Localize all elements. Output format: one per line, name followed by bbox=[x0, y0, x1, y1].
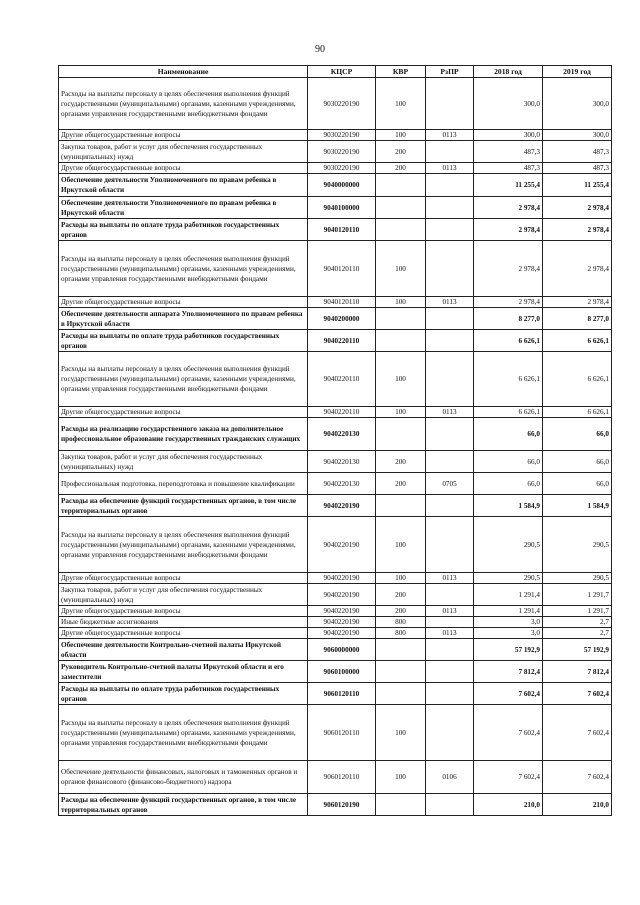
cell-2019: 11 255,4 bbox=[543, 174, 612, 197]
cell-rzpr: 0113 bbox=[426, 407, 474, 418]
cell-2019: 2 978,4 bbox=[543, 241, 612, 297]
cell-2019: 290,5 bbox=[543, 573, 612, 584]
table-row bbox=[59, 617, 612, 628]
cell-kcsr: 9040220190 bbox=[308, 606, 376, 617]
table-subtotal-row bbox=[59, 219, 612, 241]
cell-2018: 1 291,4 bbox=[474, 584, 543, 606]
header-kcsr: КЦСР bbox=[308, 66, 376, 78]
cell-2019: 210,0 bbox=[543, 794, 612, 816]
cell-kvr: 200 bbox=[376, 473, 426, 495]
cell-2018: 66,0 bbox=[474, 473, 543, 495]
cell-2018: 300,0 bbox=[474, 78, 543, 130]
cell-2019: 300,0 bbox=[543, 130, 612, 141]
cell-kvr bbox=[376, 174, 426, 197]
cell-2019: 7 602,4 bbox=[543, 705, 612, 761]
cell-name: Расходы на выплаты персоналу в целях обеспечения выполнения функций государственными (муниципальными) органами, казенными учреждениями, органами управления государственными внебюджетными фондами bbox=[59, 352, 308, 407]
cell-kcsr: 9040120110 bbox=[308, 297, 376, 308]
cell-kvr: 100 bbox=[376, 352, 426, 407]
cell-kvr: 200 bbox=[376, 451, 426, 473]
cell-kcsr: 9040220190 bbox=[308, 573, 376, 584]
cell-2019: 1 291,7 bbox=[543, 584, 612, 606]
cell-kcsr: 9040220190 bbox=[308, 517, 376, 573]
cell-name: Расходы на выплаты по оплате труда работников государственных органов bbox=[59, 219, 308, 241]
cell-2019: 2 978,4 bbox=[543, 297, 612, 308]
cell-2019: 300,0 bbox=[543, 78, 612, 130]
cell-2019: 487,3 bbox=[543, 141, 612, 163]
cell-kcsr: 9040120110 bbox=[308, 219, 376, 241]
cell-2018: 2 978,4 bbox=[474, 297, 543, 308]
table-subtotal-row bbox=[59, 794, 612, 816]
cell-2018: 300,0 bbox=[474, 130, 543, 141]
cell-kvr: 100 bbox=[376, 705, 426, 761]
cell-kvr: 100 bbox=[376, 517, 426, 573]
cell-kcsr: 9040100000 bbox=[308, 197, 376, 219]
cell-2019: 6 626,1 bbox=[543, 407, 612, 418]
table-row bbox=[59, 407, 612, 418]
cell-kcsr: 9060120190 bbox=[308, 794, 376, 816]
cell-name: Расходы на выплаты персоналу в целях обеспечения выполнения функций государственными (муниципальными) органами, казенными учреждениями, органами управления государственными внебюджетными фондами bbox=[59, 241, 308, 297]
table-subtotal-row bbox=[59, 330, 612, 352]
cell-2018: 1 584,9 bbox=[474, 495, 543, 517]
cell-kcsr: 9040220190 bbox=[308, 495, 376, 517]
cell-rzpr bbox=[426, 141, 474, 163]
cell-2018: 8 277,0 bbox=[474, 308, 543, 330]
cell-2018: 6 626,1 bbox=[474, 330, 543, 352]
table-row bbox=[59, 163, 612, 174]
cell-kvr bbox=[376, 794, 426, 816]
page-number: 90 bbox=[315, 44, 325, 55]
cell-name: Обеспечение деятельности финансовых, налоговых и таможенных органов и органов финансового (финансово-бюджетного) надзора bbox=[59, 761, 308, 794]
cell-kvr: 100 bbox=[376, 130, 426, 141]
cell-rzpr: 0113 bbox=[426, 573, 474, 584]
cell-2019: 2 978,4 bbox=[543, 197, 612, 219]
table-subtotal-row bbox=[59, 308, 612, 330]
cell-rzpr bbox=[426, 352, 474, 407]
cell-kcsr: 9040220110 bbox=[308, 352, 376, 407]
cell-kvr bbox=[376, 683, 426, 705]
cell-kvr: 200 bbox=[376, 584, 426, 606]
cell-name: Другие общегосударственные вопросы bbox=[59, 628, 308, 639]
cell-rzpr: 0113 bbox=[426, 606, 474, 617]
cell-rzpr bbox=[426, 794, 474, 816]
table-row bbox=[59, 584, 612, 606]
cell-rzpr bbox=[426, 78, 474, 130]
table-row bbox=[59, 141, 612, 163]
table-row bbox=[59, 130, 612, 141]
cell-kvr: 100 bbox=[376, 407, 426, 418]
table-body bbox=[59, 78, 612, 816]
table-row bbox=[59, 241, 612, 297]
table-row bbox=[59, 517, 612, 573]
cell-kcsr: 9040220190 bbox=[308, 628, 376, 639]
cell-rzpr bbox=[426, 418, 474, 451]
cell-kvr: 800 bbox=[376, 617, 426, 628]
cell-name: Другие общегосударственные вопросы bbox=[59, 130, 308, 141]
cell-2018: 210,0 bbox=[474, 794, 543, 816]
cell-2019: 1 291,7 bbox=[543, 606, 612, 617]
cell-2018: 66,0 bbox=[474, 451, 543, 473]
cell-kcsr: 9040220190 bbox=[308, 617, 376, 628]
cell-kvr bbox=[376, 418, 426, 451]
table-header-row bbox=[59, 66, 612, 78]
cell-2018: 487,3 bbox=[474, 141, 543, 163]
cell-2019: 66,0 bbox=[543, 473, 612, 495]
cell-2018: 2 978,4 bbox=[474, 197, 543, 219]
cell-2018: 2 978,4 bbox=[474, 241, 543, 297]
header-kvr: КВР bbox=[376, 66, 426, 78]
cell-kvr bbox=[376, 308, 426, 330]
cell-2018: 1 291,4 bbox=[474, 606, 543, 617]
cell-2018: 3,0 bbox=[474, 617, 543, 628]
table-subtotal-row bbox=[59, 639, 612, 661]
cell-rzpr bbox=[426, 197, 474, 219]
budget-table bbox=[58, 65, 612, 816]
cell-rzpr: 0106 bbox=[426, 761, 474, 794]
cell-kcsr: 9040220190 bbox=[308, 584, 376, 606]
cell-kcsr: 9030220190 bbox=[308, 141, 376, 163]
cell-kcsr: 9040220130 bbox=[308, 473, 376, 495]
cell-2018: 7 602,4 bbox=[474, 705, 543, 761]
cell-rzpr bbox=[426, 495, 474, 517]
cell-2019: 7 602,4 bbox=[543, 683, 612, 705]
cell-2018: 290,5 bbox=[474, 573, 543, 584]
cell-name: Расходы на выплаты персоналу в целях обеспечения выполнения функций государственными (муниципальными) органами, казенными учреждениями, органами управления государственными внебюджетными фондами bbox=[59, 705, 308, 761]
cell-2019: 66,0 bbox=[543, 451, 612, 473]
cell-2019: 7 812,4 bbox=[543, 661, 612, 683]
cell-rzpr bbox=[426, 219, 474, 241]
cell-kcsr: 9040220110 bbox=[308, 407, 376, 418]
cell-kvr: 200 bbox=[376, 606, 426, 617]
cell-kvr bbox=[376, 639, 426, 661]
cell-rzpr bbox=[426, 584, 474, 606]
cell-kvr: 100 bbox=[376, 241, 426, 297]
cell-2018: 6 626,1 bbox=[474, 352, 543, 407]
table-subtotal-row bbox=[59, 197, 612, 219]
cell-kcsr: 9040220130 bbox=[308, 451, 376, 473]
cell-rzpr bbox=[426, 517, 474, 573]
cell-kcsr: 9030220190 bbox=[308, 130, 376, 141]
cell-kcsr: 9060120110 bbox=[308, 761, 376, 794]
cell-name: Расходы на выплаты персоналу в целях обеспечения выполнения функций государственными (муниципальными) органами, казенными учреждениями, органами управления государственными внебюджетными фондами bbox=[59, 517, 308, 573]
cell-2018: 66,0 bbox=[474, 418, 543, 451]
header-rzpr: РзПР bbox=[426, 66, 474, 78]
cell-kcsr: 9030220190 bbox=[308, 78, 376, 130]
table-row bbox=[59, 573, 612, 584]
cell-kvr: 200 bbox=[376, 141, 426, 163]
cell-2019: 7 602,4 bbox=[543, 761, 612, 794]
cell-kcsr: 9040120110 bbox=[308, 241, 376, 297]
cell-2018: 2 978,4 bbox=[474, 219, 543, 241]
cell-kvr: 100 bbox=[376, 78, 426, 130]
table-row bbox=[59, 761, 612, 794]
cell-2018: 57 192,9 bbox=[474, 639, 543, 661]
cell-name: Расходы на реализацию государственного заказа на дополнительное профессиональное образование государственных гражданских служащих bbox=[59, 418, 308, 451]
cell-rzpr bbox=[426, 451, 474, 473]
cell-rzpr bbox=[426, 174, 474, 197]
cell-name: Обеспечение деятельности Уполномоченного по правам ребенка в Иркутской области bbox=[59, 174, 308, 197]
cell-2019: 57 192,9 bbox=[543, 639, 612, 661]
cell-name: Расходы на обеспечение функций государственных органов, в том числе территориальных органов bbox=[59, 794, 308, 816]
cell-name: Иные бюджетные ассигнования bbox=[59, 617, 308, 628]
table-row bbox=[59, 705, 612, 761]
cell-kcsr: 9040200000 bbox=[308, 308, 376, 330]
cell-kvr: 100 bbox=[376, 573, 426, 584]
cell-name: Расходы на обеспечение функций государственных органов, в том числе территориальных органов bbox=[59, 495, 308, 517]
cell-rzpr bbox=[426, 617, 474, 628]
header-2018: 2018 год bbox=[474, 66, 543, 78]
cell-2018: 7 812,4 bbox=[474, 661, 543, 683]
cell-rzpr bbox=[426, 241, 474, 297]
table-row bbox=[59, 606, 612, 617]
cell-kvr bbox=[376, 495, 426, 517]
cell-kvr bbox=[376, 219, 426, 241]
table-subtotal-row bbox=[59, 174, 612, 197]
cell-name: Обеспечение деятельности аппарата Уполномоченного по правам ребенка в Иркутской области bbox=[59, 308, 308, 330]
cell-name: Другие общегосударственные вопросы bbox=[59, 573, 308, 584]
cell-2018: 3,0 bbox=[474, 628, 543, 639]
cell-name: Другие общегосударственные вопросы bbox=[59, 606, 308, 617]
cell-kvr: 800 bbox=[376, 628, 426, 639]
table-row bbox=[59, 78, 612, 130]
table-subtotal-row bbox=[59, 495, 612, 517]
table-row bbox=[59, 473, 612, 495]
cell-name: Расходы на выплаты по оплате труда работников государственных органов bbox=[59, 683, 308, 705]
cell-rzpr bbox=[426, 683, 474, 705]
cell-rzpr bbox=[426, 661, 474, 683]
cell-2018: 7 602,4 bbox=[474, 761, 543, 794]
cell-2019: 6 626,1 bbox=[543, 330, 612, 352]
cell-rzpr: 0113 bbox=[426, 130, 474, 141]
cell-rzpr bbox=[426, 308, 474, 330]
cell-rzpr bbox=[426, 705, 474, 761]
cell-name: Расходы на выплаты персоналу в целях обеспечения выполнения функций государственными (муниципальными) органами, казенными учреждениями, органами управления государственными внебюджетными фондами bbox=[59, 78, 308, 130]
cell-name: Обеспечение деятельности Контрольно-счетной палаты Иркутской области bbox=[59, 639, 308, 661]
cell-name: Профессиональная подготовка, переподготовка и повышение квалификации bbox=[59, 473, 308, 495]
cell-kcsr: 9040220130 bbox=[308, 418, 376, 451]
cell-name: Обеспечение деятельности Уполномоченного по правам ребенка в Иркутской области bbox=[59, 197, 308, 219]
table-row bbox=[59, 628, 612, 639]
cell-name: Другие общегосударственные вопросы bbox=[59, 163, 308, 174]
table-subtotal-row bbox=[59, 683, 612, 705]
table-subtotal-row bbox=[59, 418, 612, 451]
cell-rzpr: 0113 bbox=[426, 297, 474, 308]
cell-2019: 2 978,4 bbox=[543, 219, 612, 241]
cell-rzpr: 0705 bbox=[426, 473, 474, 495]
cell-kvr bbox=[376, 661, 426, 683]
cell-kvr bbox=[376, 197, 426, 219]
cell-kvr: 200 bbox=[376, 163, 426, 174]
cell-kcsr: 9060120110 bbox=[308, 705, 376, 761]
table-row bbox=[59, 297, 612, 308]
cell-name: Другие общегосударственные вопросы bbox=[59, 297, 308, 308]
table-subtotal-row bbox=[59, 661, 612, 683]
cell-name: Закупка товаров, работ и услуг для обеспечения государственных (муниципальных) нужд bbox=[59, 451, 308, 473]
cell-name: Расходы на выплаты по оплате труда работников государственных органов bbox=[59, 330, 308, 352]
cell-2018: 7 602,4 bbox=[474, 683, 543, 705]
cell-kcsr: 9040220110 bbox=[308, 330, 376, 352]
cell-2018: 290,5 bbox=[474, 517, 543, 573]
cell-2018: 11 255,4 bbox=[474, 174, 543, 197]
cell-2019: 2,7 bbox=[543, 617, 612, 628]
cell-rzpr: 0113 bbox=[426, 163, 474, 174]
table-row bbox=[59, 451, 612, 473]
cell-2019: 290,5 bbox=[543, 517, 612, 573]
header-name: Наименование bbox=[59, 66, 308, 78]
cell-kvr: 100 bbox=[376, 297, 426, 308]
cell-2019: 1 584,9 bbox=[543, 495, 612, 517]
cell-2019: 2,7 bbox=[543, 628, 612, 639]
cell-kcsr: 9060100000 bbox=[308, 661, 376, 683]
cell-kvr bbox=[376, 330, 426, 352]
cell-name: Другие общегосударственные вопросы bbox=[59, 407, 308, 418]
cell-2018: 487,3 bbox=[474, 163, 543, 174]
cell-kcsr: 9060000000 bbox=[308, 639, 376, 661]
cell-rzpr: 0113 bbox=[426, 628, 474, 639]
cell-2019: 6 626,1 bbox=[543, 352, 612, 407]
header-2019: 2019 год bbox=[543, 66, 612, 78]
cell-kcsr: 9060120110 bbox=[308, 683, 376, 705]
cell-rzpr bbox=[426, 639, 474, 661]
cell-kcsr: 9030220190 bbox=[308, 163, 376, 174]
cell-2019: 487,3 bbox=[543, 163, 612, 174]
cell-2019: 66,0 bbox=[543, 418, 612, 451]
cell-rzpr bbox=[426, 330, 474, 352]
cell-kcsr: 9040000000 bbox=[308, 174, 376, 197]
cell-kvr: 100 bbox=[376, 761, 426, 794]
table-row bbox=[59, 352, 612, 407]
cell-name: Руководитель Контрольно-счетной палаты Иркутской области и его заместители bbox=[59, 661, 308, 683]
cell-name: Закупка товаров, работ и услуг для обеспечения государственных (муниципальных) нужд bbox=[59, 141, 308, 163]
cell-2018: 6 626,1 bbox=[474, 407, 543, 418]
cell-2019: 8 277,0 bbox=[543, 308, 612, 330]
cell-name: Закупка товаров, работ и услуг для обеспечения государственных (муниципальных) нужд bbox=[59, 584, 308, 606]
